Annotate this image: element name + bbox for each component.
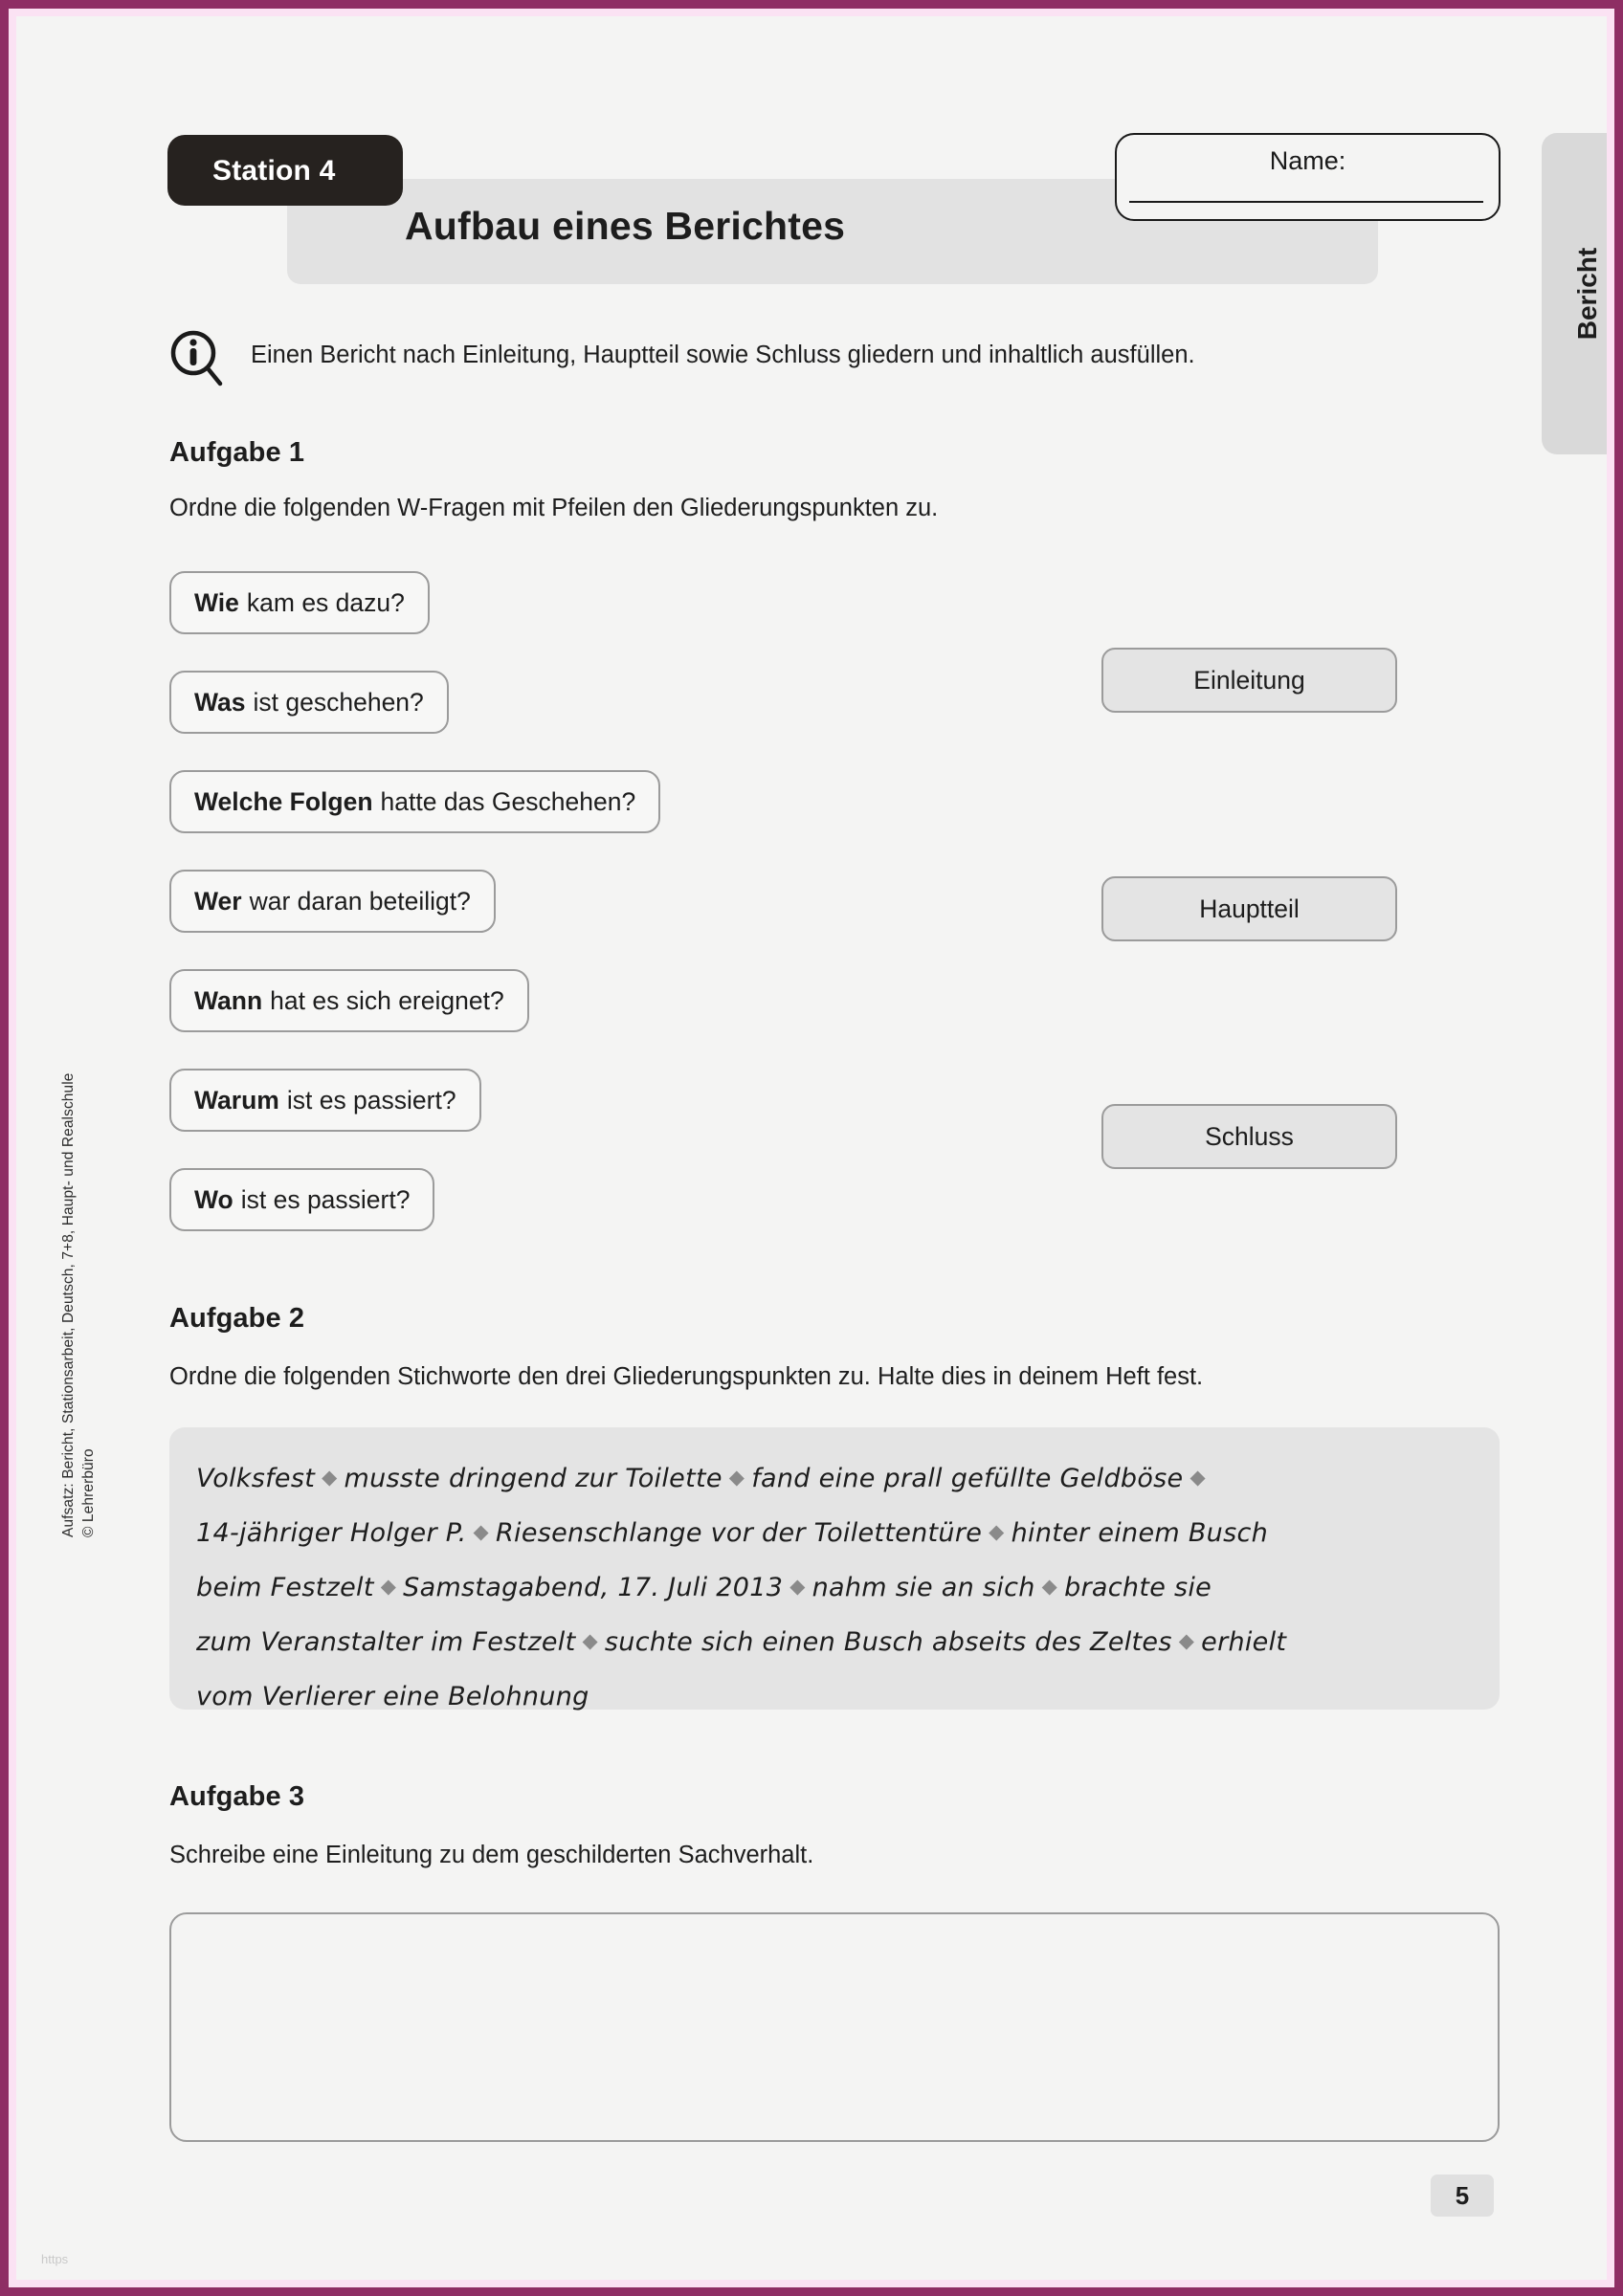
question-box-was[interactable]	[169, 671, 449, 734]
topic-side-tab	[1542, 133, 1607, 454]
question-keyword: Wer	[194, 886, 242, 916]
question-keyword: Welche Folgen	[194, 786, 373, 816]
question-box-wer[interactable]	[169, 870, 496, 933]
name-field-writing-line	[1129, 201, 1483, 203]
credit-line-2: © Lehrerbüro	[80, 1448, 97, 1537]
page-number: 5	[1431, 2175, 1494, 2217]
question-keyword: Wie	[194, 587, 239, 617]
credit-line-1: Aufsatz: Bericht, Stationsarbeit, Deutsch, 7+8, Haupt- und Realschule	[60, 1072, 77, 1537]
question-box-wo[interactable]	[169, 1168, 434, 1231]
station-badge-label: Station 4	[212, 155, 336, 187]
question-keyword: Wo	[194, 1184, 233, 1214]
task1-heading: Aufgabe 1	[169, 437, 305, 468]
task2-heading: Aufgabe 2	[169, 1303, 305, 1334]
task1-instruction: Ordne die folgenden W-Fragen mit Pfeilen den Gliederungspunkten zu.	[169, 495, 939, 521]
keyword-line: beim Festzelt ◆ Samstagabend, 17. Juli 2013 ◆ nahm sie an sich ◆ brachte sie	[196, 1573, 1212, 1602]
topic-side-tab-label: Bericht	[1572, 247, 1602, 341]
info-text: Einen Bericht nach Einleitung, Hauptteil sowie Schluss gliedern und inhaltlich ausfüllen.	[251, 342, 1195, 368]
question-keyword: Warum	[194, 1085, 279, 1115]
keyword-line: zum Veranstalter im Festzelt ◆ suchte sich einen Busch abseits des Zeltes ◆ erhielt	[196, 1627, 1287, 1657]
credit-text	[60, 944, 98, 1537]
magnifier-info-icon	[169, 329, 223, 388]
question-rest: ist es passiert?	[240, 1184, 411, 1214]
question-rest: hat es sich ereignet?	[270, 985, 504, 1015]
category-box-schluss[interactable]: Schluss	[1101, 1104, 1397, 1169]
footer-url: https	[41, 2252, 69, 2266]
task3-heading: Aufgabe 3	[169, 1781, 305, 1812]
name-field[interactable]	[1115, 133, 1501, 221]
question-rest: war daran beteiligt?	[249, 886, 471, 916]
answer-input-area[interactable]	[169, 1912, 1500, 2142]
question-keyword: Was	[194, 687, 246, 717]
question-keyword: Wann	[194, 985, 263, 1015]
page-title: Aufbau eines Berichtes	[405, 204, 846, 248]
name-field-label: Name:	[1269, 146, 1346, 175]
category-box-hauptteil[interactable]: Hauptteil	[1101, 876, 1397, 941]
worksheet-sheet	[16, 16, 1607, 2280]
question-rest: ist geschehen?	[253, 687, 424, 717]
keyword-panel	[169, 1427, 1500, 1710]
question-rest: kam es dazu?	[246, 587, 405, 617]
task2-instruction: Ordne die folgenden Stichworte den drei Gliederungspunkten zu. Halte dies in deinem Heft fest.	[169, 1363, 1204, 1390]
category-box-einleitung[interactable]: Einleitung	[1101, 648, 1397, 713]
question-box-wann[interactable]	[169, 969, 529, 1032]
keyword-line: Volksfest ◆ musste dringend zur Toilette ◆ fand eine prall gefüllte Geldböse ◆	[196, 1464, 1206, 1493]
question-rest: hatte das Geschehen?	[380, 786, 636, 816]
question-box-welche-folgen[interactable]	[169, 770, 660, 833]
keyword-line: vom Verlierer eine Belohnung	[196, 1682, 589, 1711]
question-rest: ist es passiert?	[286, 1085, 456, 1115]
question-box-wie[interactable]	[169, 571, 430, 634]
station-badge	[167, 135, 403, 206]
question-box-warum[interactable]	[169, 1069, 481, 1132]
keyword-line: 14-jähriger Holger P. ◆ Riesenschlange vor der Toilettentüre ◆ hinter einem Busch	[196, 1518, 1268, 1548]
task3-instruction: Schreibe eine Einleitung zu dem geschilderten Sachverhalt.	[169, 1842, 814, 1868]
